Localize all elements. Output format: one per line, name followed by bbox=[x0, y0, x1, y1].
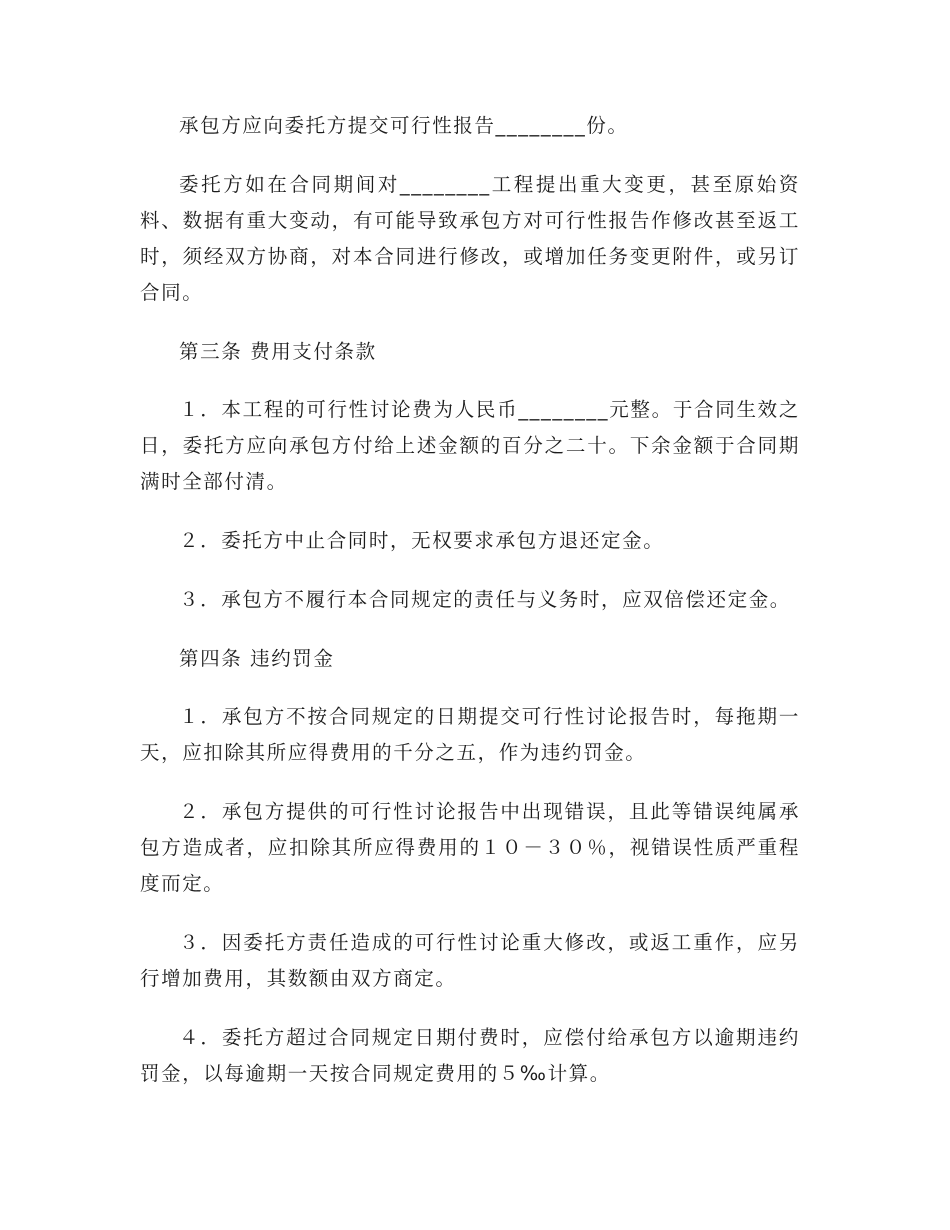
article-4-heading: 第四条 违约罚金 bbox=[179, 647, 335, 670]
article-4-clause-2: ２．承包方提供的可行性讨论报告中出现错误，且此等错误纯属承包方造成者，应扣除其所应得费用的１０－３０％，视错误性质严重程度而定。 bbox=[140, 800, 800, 895]
article-3-clause-3: ３．承包方不履行本合同规定的责任与义务时，应双倍偿还定金。 bbox=[179, 588, 791, 611]
article-4-clause-3: ３．因委托方责任造成的可行性讨论重大修改，或返工重作，应另行增加费用，其数额由双方商定。 bbox=[140, 931, 800, 990]
article-4-clause-4: ４．委托方超过合同规定日期付费时，应偿付给承包方以逾期违约罚金，以每逾期一天按合同规定费用的５‰计算。 bbox=[140, 1026, 800, 1085]
paragraph-report-copies: 承包方应向委托方提交可行性报告________份。 bbox=[179, 114, 629, 137]
article-3-clause-2: ２．委托方中止合同时，无权要求承包方退还定金。 bbox=[179, 529, 665, 552]
article-3-heading: 第三条 费用支付条款 bbox=[179, 340, 377, 363]
article-3-clause-1: １．本工程的可行性讨论费为人民币________元整。于合同生效之日，委托方应向承包方付给上述金额的百分之二十。下余金额于合同期满时全部付清。 bbox=[140, 398, 800, 493]
document-body bbox=[140, 108, 800, 1115]
paragraph-major-changes: 委托方如在合同期间对________工程提出重大变更，甚至原始资料、数据有重大变动，有可能导致承包方对可行性报告作修改甚至返工时，须经双方协商，对本合同进行修改，或增加任务变更附件，或另订合同。 bbox=[140, 173, 800, 304]
article-4-clause-1: １．承包方不按合同规定的日期提交可行性讨论报告时，每拖期一天，应扣除其所应得费用的千分之五，作为违约罚金。 bbox=[140, 705, 800, 764]
